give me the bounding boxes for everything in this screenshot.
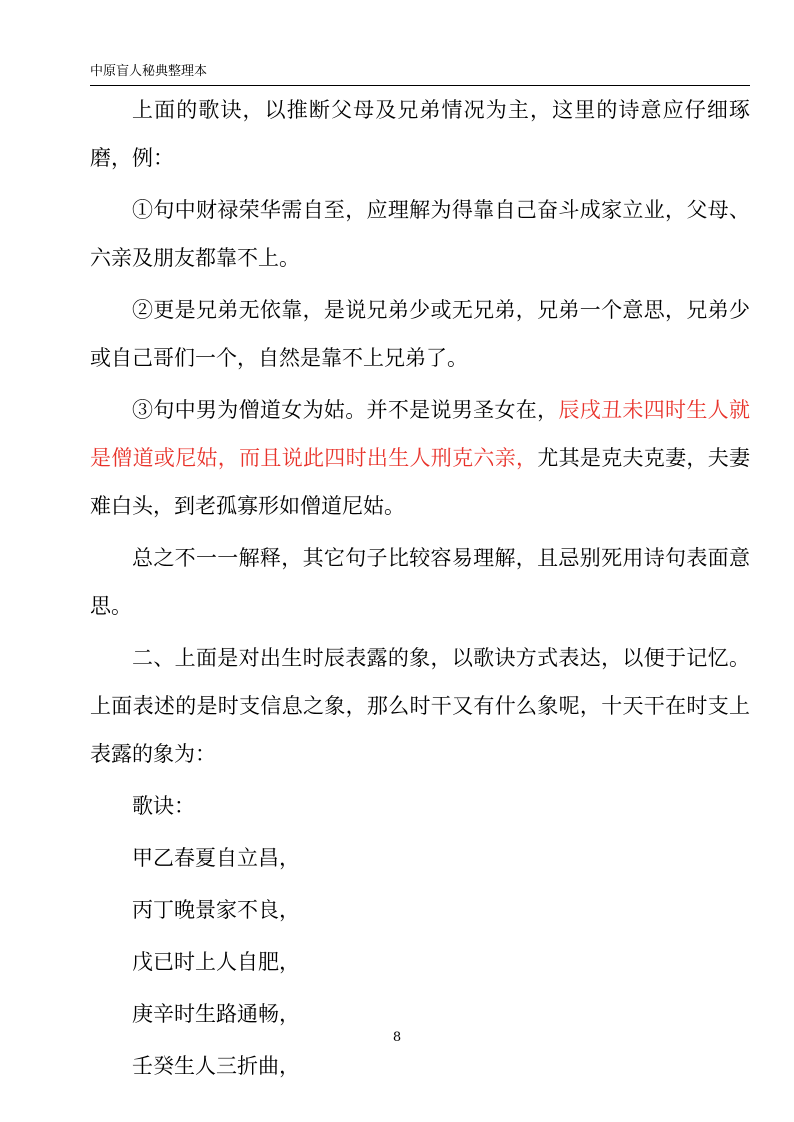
- paragraph-summary: 总之不一一解释，其它句子比较容易理解，且忌别死用诗句表面意思。: [90, 546, 750, 618]
- paragraph-item-3-start: ③句中男为僧道女为姑。并不是说男圣女在，: [132, 398, 559, 422]
- verse-line: 甲乙春夏自立昌，: [132, 846, 300, 870]
- paragraph-intro: 上面的歌诀，以推断父母及兄弟情况为主，这里的诗意应仔细琢磨，例：: [90, 98, 750, 170]
- verse-heading: 歌诀：: [132, 794, 195, 818]
- highlighted-text: 辰戌丑未四时生人就是僧道或尼姑，而且说此四时出生人刑克六亲，: [90, 398, 751, 470]
- paragraph-item-3: [90, 386, 750, 530]
- verse-line: 丙丁晚景家不良，: [132, 898, 300, 922]
- page-number: 8: [392, 1030, 402, 1045]
- document-body: [90, 86, 750, 1094]
- paragraph-item-2: ②更是兄弟无依靠，是说兄弟少或无兄弟，兄弟一个意思，兄弟少或自己哥们一个，自然是靠不上兄弟了。: [90, 298, 750, 370]
- paragraph-item-1: ①句中财禄荣华需自至，应理解为得靠自己奋斗成家立业，父母、六亲及朋友都靠不上。: [90, 198, 750, 270]
- paragraph-section-2: 二、上面是对出生时辰表露的象，以歌诀方式表达，以便于记忆。上面表述的是时支信息之象，那么时干又有什么象呢，十天干在时支上表露的象为：: [90, 646, 750, 766]
- page-header: [90, 64, 750, 86]
- verse-line: 壬癸生人三折曲，: [132, 1054, 300, 1078]
- header-title: 中原盲人秘典整理本: [90, 64, 208, 79]
- verse-line: 戊已时上人自肥，: [132, 950, 300, 974]
- paragraph-item-3-end: 尤其是克夫克妻，夫妻难白头，到老孤寡形如僧道尼姑。: [90, 446, 751, 518]
- verse-line: 庚辛时生路通畅，: [132, 1002, 300, 1026]
